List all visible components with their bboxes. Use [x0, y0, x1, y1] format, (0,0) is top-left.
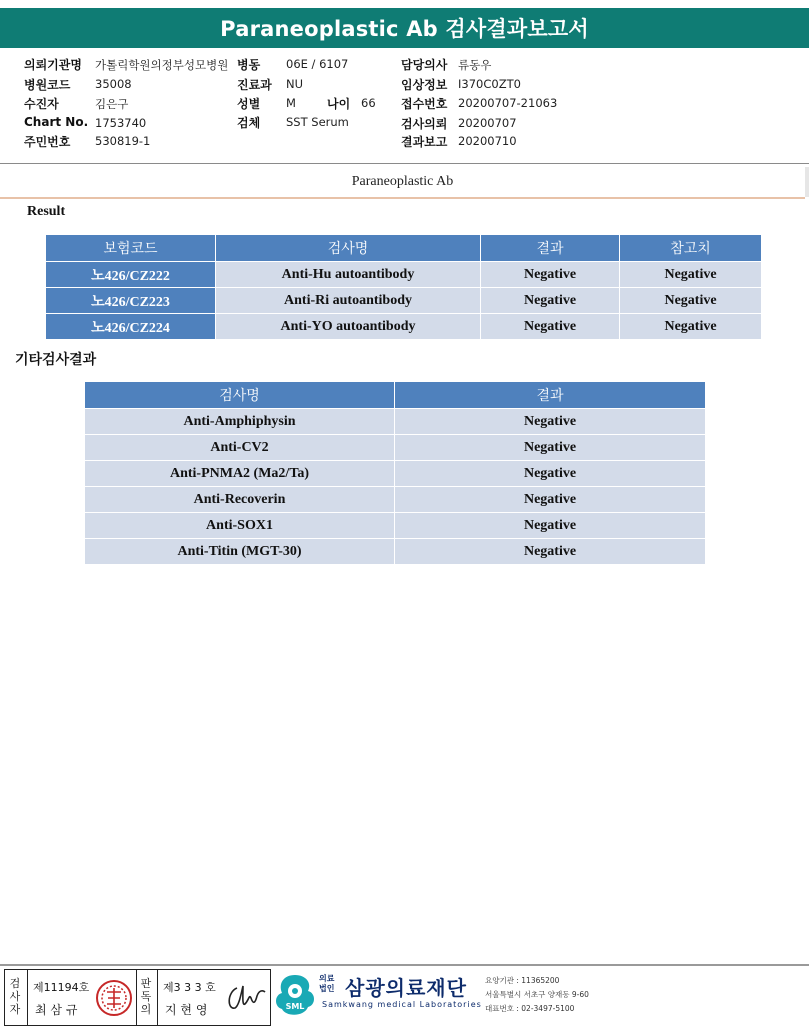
table-row [85, 461, 706, 487]
info-value-receipt-no: 20200707-21063 [458, 96, 558, 110]
cell-result: Negative [481, 262, 620, 288]
logo-name: 삼광의료재단 [345, 976, 467, 1000]
examiner-license-no: 제11194호 [33, 981, 90, 994]
info-value-sex: M [286, 96, 296, 110]
report-title-bar [0, 8, 809, 48]
info-label-clinical-info: 임상정보 [401, 78, 448, 92]
table-row [85, 435, 706, 461]
table-row [85, 487, 706, 513]
cell-code: 노426/CZ222 [46, 262, 216, 288]
seal-stamp-icon [94, 978, 134, 1018]
logo-corp-type: 의료 법인 [319, 974, 335, 993]
footer-address: 서울특별시 서초구 양재동 9-60 [485, 990, 589, 999]
info-value-doctor: 류동우 [458, 58, 492, 72]
section-header [0, 167, 805, 199]
info-value-resident-no: 530819-1 [95, 134, 151, 148]
info-value-age: 66 [361, 96, 376, 110]
section-edge [805, 167, 809, 197]
col-header-insurance-code: 보험코드 [46, 235, 216, 262]
cell-code: 노426/CZ224 [46, 314, 216, 340]
info-label-ward: 병동 [237, 58, 261, 72]
result-label: Result [27, 204, 66, 219]
signature-icon [223, 980, 267, 1016]
cell-result: Negative [395, 435, 706, 461]
report-title: Paraneoplastic Ab 검사결과보고서 [220, 17, 589, 41]
sign-divider [27, 970, 28, 1025]
cell-test-name: Anti-SOX1 [85, 513, 395, 539]
examiner-label: 검 사 자 [9, 977, 21, 1016]
table-row [85, 513, 706, 539]
table-row [46, 314, 762, 340]
table-header-row [85, 382, 706, 409]
table-row [46, 288, 762, 314]
table-row [85, 409, 706, 435]
signature-box [4, 969, 271, 1026]
patient-info [0, 54, 809, 162]
info-value-request-date: 20200707 [458, 116, 517, 130]
info-label-chart-no: Chart No. [24, 115, 89, 129]
info-value-department: NU [286, 77, 304, 91]
info-label-age: 나이 [327, 97, 351, 111]
footer-divider [0, 964, 809, 966]
col-header-result: 결과 [395, 382, 706, 409]
col-header-result: 결과 [481, 235, 620, 262]
cell-reference: Negative [620, 262, 762, 288]
examiner-name: 최 삼 규 [35, 1003, 78, 1017]
info-value-patient: 김은구 [95, 97, 129, 111]
cell-result: Negative [481, 314, 620, 340]
cell-test-name: Anti-Amphiphysin [85, 409, 395, 435]
col-header-reference: 참고치 [620, 235, 762, 262]
cell-result: Negative [395, 487, 706, 513]
col-header-test-name: 검사명 [85, 382, 395, 409]
logo-english: Samkwang medical Laboratories [322, 1000, 482, 1009]
footer-phone: 대표번호 : 02-3497-5100 [485, 1004, 575, 1013]
other-results-table [84, 381, 706, 565]
info-label-institution: 의뢰기관명 [24, 58, 82, 72]
cell-result: Negative [395, 513, 706, 539]
info-label-receipt-no: 접수번호 [401, 97, 448, 111]
info-label-specimen: 검체 [237, 116, 261, 130]
cell-result: Negative [481, 288, 620, 314]
table-header-row [46, 235, 762, 262]
header-divider [0, 163, 809, 164]
reader-name: 지 현 영 [165, 1003, 208, 1017]
info-value-ward: 06E / 6107 [286, 57, 349, 71]
col-header-test-name: 검사명 [216, 235, 481, 262]
table-row [46, 262, 762, 288]
info-value-institution: 가톨릭학원의정부성모병원 [95, 58, 229, 72]
other-results-label: 기타검사결과 [15, 352, 97, 368]
cell-test-name: Anti-YO autoantibody [216, 314, 481, 340]
sign-divider [157, 970, 158, 1025]
info-label-department: 진료과 [237, 78, 272, 92]
cell-test-name: Anti-Ri autoantibody [216, 288, 481, 314]
cell-result: Negative [395, 539, 706, 565]
cell-test-name: Anti-Hu autoantibody [216, 262, 481, 288]
footer-institution-code: 요양기관 : 11365200 [485, 976, 560, 985]
cell-result: Negative [395, 461, 706, 487]
table-row [85, 539, 706, 565]
info-label-patient: 수진자 [24, 97, 59, 111]
info-label-resident-no: 주민번호 [24, 135, 71, 149]
info-value-chart-no: 1753740 [95, 116, 147, 130]
info-value-clinical-info: I370C0ZT0 [458, 77, 521, 91]
result-table [45, 234, 762, 340]
cell-test-name: Anti-PNMA2 (Ma2/Ta) [85, 461, 395, 487]
info-value-report-date: 20200710 [458, 134, 517, 148]
cell-test-name: Anti-Titin (MGT-30) [85, 539, 395, 565]
cell-reference: Negative [620, 288, 762, 314]
info-label-sex: 성별 [237, 97, 261, 111]
sml-logo-icon [272, 971, 318, 1021]
logo-badge: SML [285, 1002, 305, 1011]
reader-label: 판 독 의 [140, 977, 152, 1016]
cell-result: Negative [395, 409, 706, 435]
info-value-specimen: SST Serum [286, 115, 349, 129]
info-value-hospital-code: 35008 [95, 77, 132, 91]
info-label-report-date: 결과보고 [401, 135, 448, 149]
sign-divider [136, 970, 137, 1025]
info-label-hospital-code: 병원코드 [24, 78, 71, 92]
cell-reference: Negative [620, 314, 762, 340]
cell-test-name: Anti-Recoverin [85, 487, 395, 513]
info-label-request-date: 검사의뢰 [401, 117, 448, 131]
section-title: Paraneoplastic Ab [351, 174, 454, 189]
cell-test-name: Anti-CV2 [85, 435, 395, 461]
cell-code: 노426/CZ223 [46, 288, 216, 314]
info-label-doctor: 담당의사 [401, 58, 448, 72]
reader-license-no: 제3 3 3 호 [163, 981, 216, 994]
